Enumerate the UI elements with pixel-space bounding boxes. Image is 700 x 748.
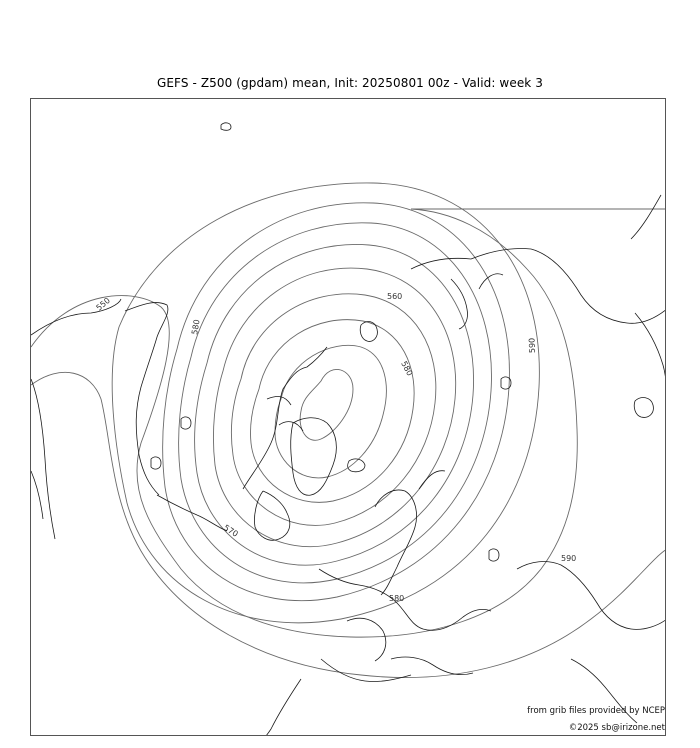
contour-line bbox=[31, 209, 666, 637]
contour-label: 570 bbox=[221, 523, 240, 539]
island-coastline bbox=[151, 457, 161, 469]
contour-label: 580 bbox=[190, 318, 202, 336]
data-source-credit: from grib files provided by NCEP bbox=[527, 706, 665, 716]
contour-line bbox=[31, 372, 666, 677]
greenland-coastline bbox=[291, 418, 337, 496]
scandinavia-coastline bbox=[375, 471, 445, 595]
north-america-coastline bbox=[31, 299, 121, 539]
contour-label: 560 bbox=[387, 292, 403, 301]
contour-line bbox=[112, 183, 539, 623]
map-title: GEFS - Z500 (gpdam) mean, Init: 20250801 00z - Valid: week 3 bbox=[156, 76, 544, 90]
east-asia-coastline bbox=[631, 195, 666, 409]
z500-map bbox=[31, 99, 666, 736]
island-coastline bbox=[221, 123, 231, 130]
africa-coastline bbox=[265, 659, 411, 736]
contour-labels bbox=[95, 292, 577, 603]
island-coastline bbox=[634, 398, 653, 418]
siberia-coastline bbox=[411, 248, 666, 323]
island-coastline bbox=[181, 417, 191, 429]
contour-label: 550 bbox=[94, 295, 112, 313]
copyright-credit: ©2025 sb@irizone.net bbox=[568, 723, 665, 733]
asia-coastline bbox=[517, 562, 666, 723]
europe-coastline bbox=[319, 569, 491, 675]
contour-line bbox=[163, 203, 510, 601]
novaya-zemlya-coastline bbox=[451, 279, 468, 329]
svalbard-coastline bbox=[360, 322, 377, 342]
contour-lines bbox=[31, 183, 666, 678]
contour-line bbox=[213, 268, 455, 547]
contour-label: 580 bbox=[399, 359, 415, 378]
map-panel bbox=[30, 98, 666, 736]
contour-label: 580 bbox=[389, 594, 405, 603]
coastlines bbox=[31, 123, 666, 736]
island-coastline bbox=[489, 549, 499, 561]
contour-label: 590 bbox=[561, 554, 577, 563]
contour-line bbox=[300, 369, 353, 440]
contour-label: 590 bbox=[527, 337, 537, 354]
contour-line bbox=[195, 244, 474, 565]
